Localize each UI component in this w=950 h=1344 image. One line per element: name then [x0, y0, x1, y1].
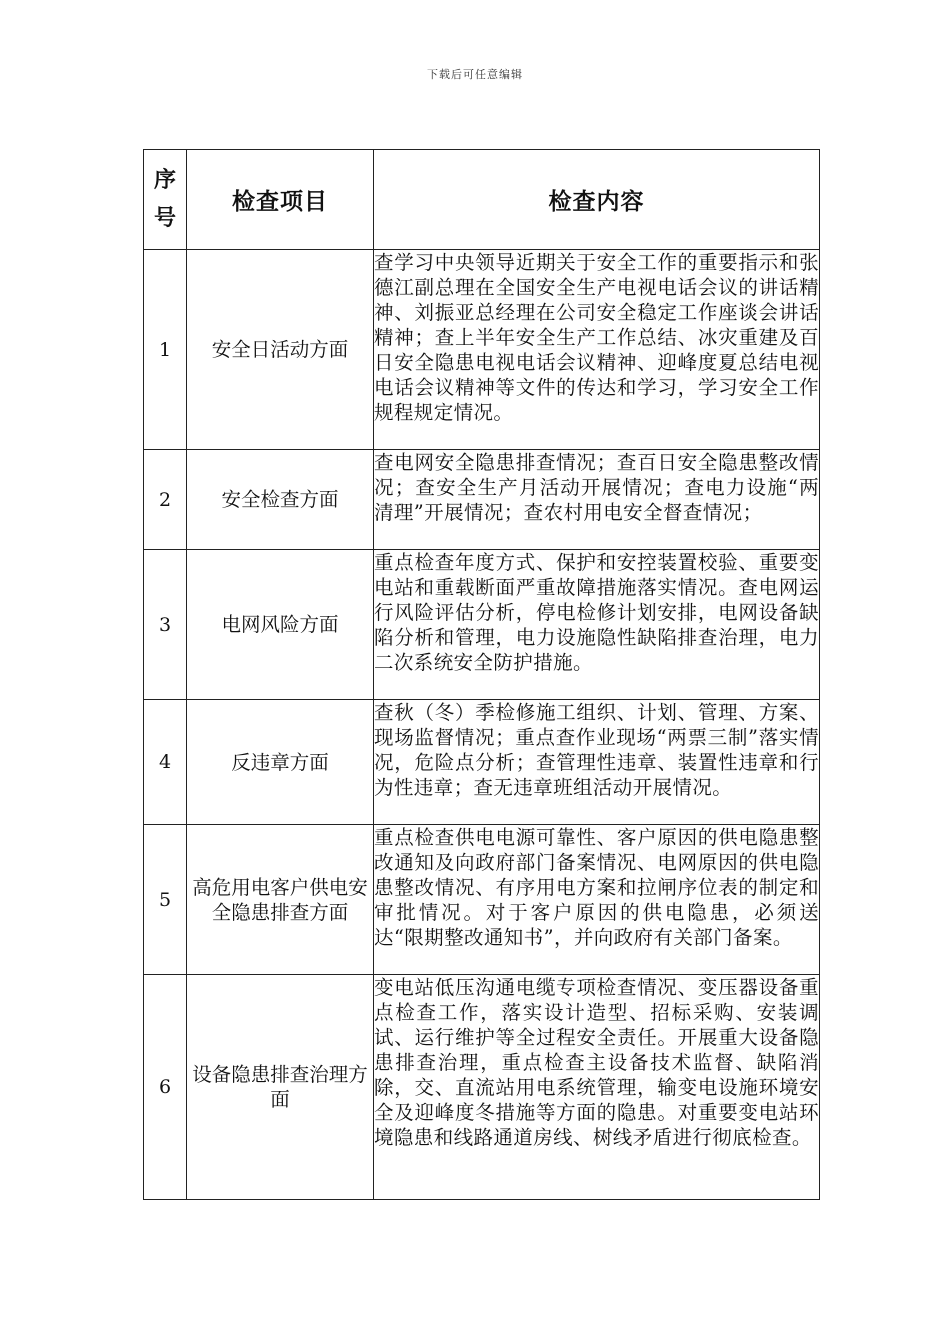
page-header-note: 下载后可任意编辑	[427, 68, 523, 81]
column-header-content: 检查内容	[374, 150, 820, 250]
row-number: 5	[144, 825, 187, 975]
column-header-no-line2: 号	[153, 205, 176, 231]
row-content: 查学习中央领导近期关于安全工作的重要指示和张德江副总理在全国安全生产电视电话会议的讲话精神、刘振亚总经理在公司安全稳定工作座谈会讲话精神；查上半年安全生产工作总结、冰灾重建及百日安全隐患电视电话会议精神、迎峰度夏总结电视电话会议精神等文件的传达和学习，学习安全工作规程规定情况。	[374, 250, 820, 450]
row-item: 安全检查方面	[187, 450, 374, 550]
row-number: 1	[144, 250, 187, 450]
table-row	[144, 550, 820, 700]
row-content: 重点检查年度方式、保护和安控装置校验、重要变电站和重载断面严重故障措施落实情况。查电网运行风险评估分析，停电检修计划安排，电网设备缺陷分析和管理，电力设施隐性缺陷排查治理，电力二次系统安全防护措施。	[374, 550, 820, 700]
table-row	[144, 975, 820, 1200]
row-content: 重点检查供电电源可靠性、客户原因的供电隐患整改通知及向政府部门备案情况、电网原因的供电隐患整改情况、有序用电方案和拉闸序位表的制定和审批情况。对于客户原因的供电隐患，必须送达“限期整改通知书”，并向政府有关部门备案。	[374, 825, 820, 975]
row-number: 3	[144, 550, 187, 700]
row-item: 设备隐患排查治理方面	[187, 975, 374, 1200]
row-number: 4	[144, 700, 187, 825]
column-header-no-line1: 序	[153, 167, 176, 193]
table-row	[144, 250, 820, 450]
table-header-row	[144, 150, 820, 250]
row-item: 电网风险方面	[187, 550, 374, 700]
column-header-item: 检查项目	[187, 150, 374, 250]
row-content: 查秋（冬）季检修施工组织、计划、管理、方案、现场监督情况；重点查作业现场“两票三制”落实情况，危险点分析；查管理性违章、装置性违章和行为性违章；查无违章班组活动开展情况。	[374, 700, 820, 825]
table-row	[144, 700, 820, 825]
table-row	[144, 450, 820, 550]
inspection-table	[143, 149, 820, 1200]
row-item: 高危用电客户供电安全隐患排查方面	[187, 825, 374, 975]
column-header-no	[144, 150, 187, 250]
row-content: 查电网安全隐患排查情况；查百日安全隐患整改情况；查安全生产月活动开展情况；查电力设施“两清理”开展情况；查农村用电安全督查情况；	[374, 450, 820, 550]
row-content: 变电站低压沟通电缆专项检查情况、变压器设备重点检查工作，落实设计造型、招标采购、安装调试、运行维护等全过程安全责任。开展重大设备隐患排查治理，重点检查主设备技术监督、缺陷消除，交、直流站用电系统管理，输变电设施环境安全及迎峰度冬措施等方面的隐患。对重要变电站环境隐患和线路通道房线、树线矛盾进行彻底检查。	[374, 975, 820, 1200]
row-item: 反违章方面	[187, 700, 374, 825]
row-number: 2	[144, 450, 187, 550]
row-number: 6	[144, 975, 187, 1200]
row-item: 安全日活动方面	[187, 250, 374, 450]
table-row	[144, 825, 820, 975]
